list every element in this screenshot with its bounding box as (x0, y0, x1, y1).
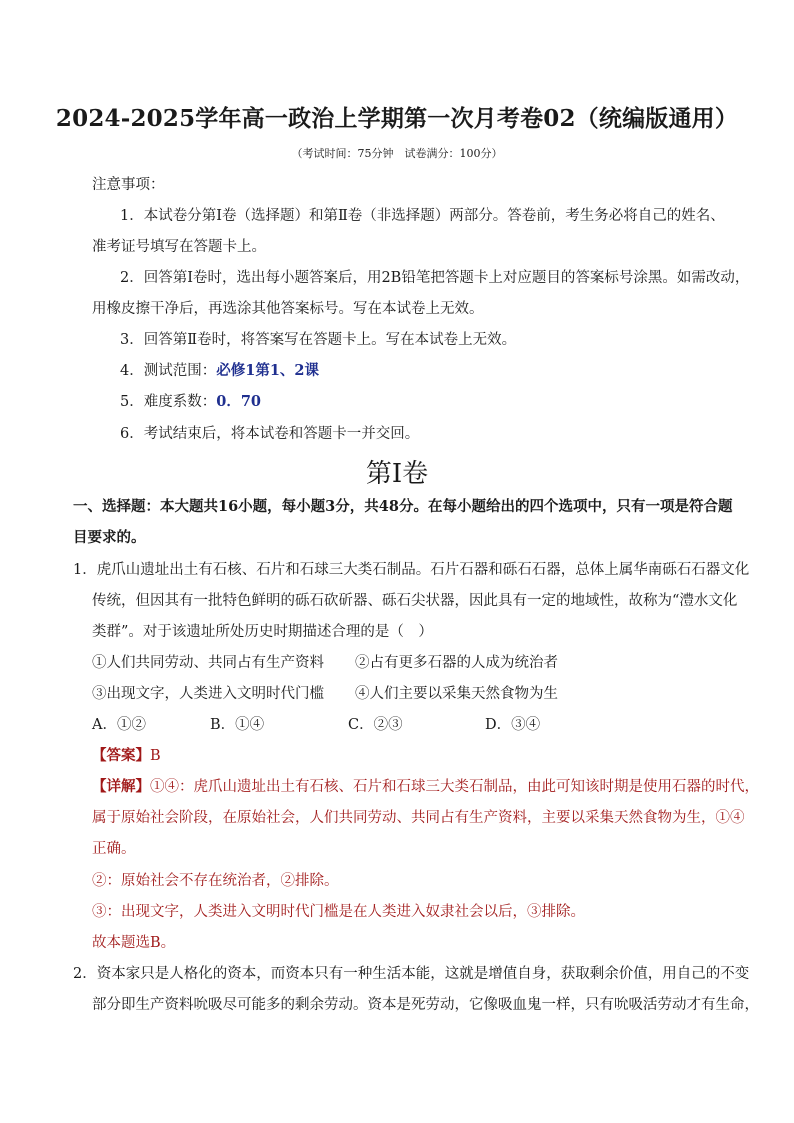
notice-item-1-line-1: 1．本试卷分第Ⅰ卷（选择题）和第Ⅱ卷（非选择题）两部分。答卷前，考生务必将自己的姓名、 (120, 208, 725, 224)
notice-item-1-line-2: 准考证号填写在答题卡上。 (92, 239, 266, 255)
q1-choice-a: A．①② (92, 717, 146, 733)
q1-detail-line-4: ②：原始社会不存在统治者，②排除。 (92, 873, 339, 889)
q2-stem-line-2: 部分即生产资料吮吸尽可能多的剩余劳动。资本是死劳动，它像吸血鬼一样，只有吮吸活劳动才有生命， (92, 997, 759, 1013)
test-scope-value: 必修1第1、2课 (216, 362, 320, 379)
q1-conclusion: 故本题选B。 (92, 935, 176, 951)
section-title: 第Ⅰ卷 (365, 459, 429, 489)
difficulty-value: 0．70 (216, 393, 262, 410)
page-title: 2024-2025学年高一政治上学期第一次月考卷02（统编版通用） (55, 105, 739, 132)
exam-info: （考试时间：75分钟 试卷满分：100分） (291, 147, 503, 160)
notice-item-4 (120, 361, 319, 381)
q1-choice-c: C．②③ (348, 717, 403, 733)
q1-answer (92, 746, 161, 766)
notice-item-4-label: 4．测试范围： (120, 363, 217, 379)
q1-statement-4: ④人们主要以采集天然食物为生 (355, 686, 558, 702)
answer-value: B (150, 748, 161, 764)
part1-instruction-line-1: 一、选择题：本大题共16小题，每小题3分，共48分。在每小题给出的四个选项中，只有一项是符合题 (73, 498, 733, 515)
detail-label: 【详解】 (92, 778, 150, 795)
q1-stem-line-2: 传统，但因其有一批特色鲜明的砾石砍斫器、砾石尖状器，因此具有一定的地域性，故称为“澧水文化 (92, 593, 738, 609)
answer-label: 【答案】 (92, 747, 150, 764)
q1-statement-2: ②占有更多石器的人成为统治者 (355, 655, 558, 671)
notice-item-2-line-2: 用橡皮擦干净后，再选涂其他答案标号。写在本试卷上无效。 (92, 301, 484, 317)
notice-item-3: 3．回答第Ⅱ卷时，将答案写在答题卡上。写在本试卷上无效。 (120, 332, 517, 348)
notice-item-5-label: 5．难度系数： (120, 394, 217, 410)
q2-stem-line-1: 2．资本家只是人格化的资本，而资本只有一种生活本能，这就是增值自身，获取剩余价值，用自己的不变 (73, 966, 750, 982)
q1-statement-1: ①人们共同劳动、共同占有生产资料 (92, 655, 324, 671)
notice-item-6: 6．考试结束后，将本试卷和答题卡一并交回。 (120, 426, 420, 442)
detail-text-1: ①④：虎爪山遗址出土有石核、石片和石球三大类石制品，由此可知该时期是使用石器的时代， (150, 779, 759, 795)
notice-item-2-line-1: 2．回答第Ⅰ卷时，选出每小题答案后，用2B铅笔把答题卡上对应题目的答案标号涂黑。如需改动， (120, 270, 750, 286)
q1-detail-line-1 (92, 777, 759, 797)
q1-statement-3: ③出现文字，人类进入文明时代门槛 (92, 686, 324, 702)
q1-choice-d: D．③④ (485, 717, 541, 733)
q1-detail-line-3: 正确。 (92, 841, 136, 857)
notice-heading: 注意事项： (92, 177, 165, 193)
q1-choice-b: B．①④ (210, 717, 265, 733)
q1-stem-line-1: 1．虎爪山遗址出土有石核、石片和石球三大类石制品。石片石器和砾石石器，总体上属华南砾石石器文化 (73, 562, 750, 578)
q1-stem-line-3: 类群”。对于该遗址所处历史时期描述合理的是（ ） (92, 624, 433, 640)
q1-detail-line-5: ③：出现文字，人类进入文明时代门槛是在人类进入奴隶社会以后，③排除。 (92, 904, 585, 920)
q1-detail-line-2: 属于原始社会阶段，在原始社会，人们共同劳动、共同占有生产资料，主要以采集天然食物为生，①④ (92, 810, 745, 826)
part1-instruction-line-2: 目要求的。 (73, 529, 146, 546)
notice-item-5 (120, 392, 261, 412)
